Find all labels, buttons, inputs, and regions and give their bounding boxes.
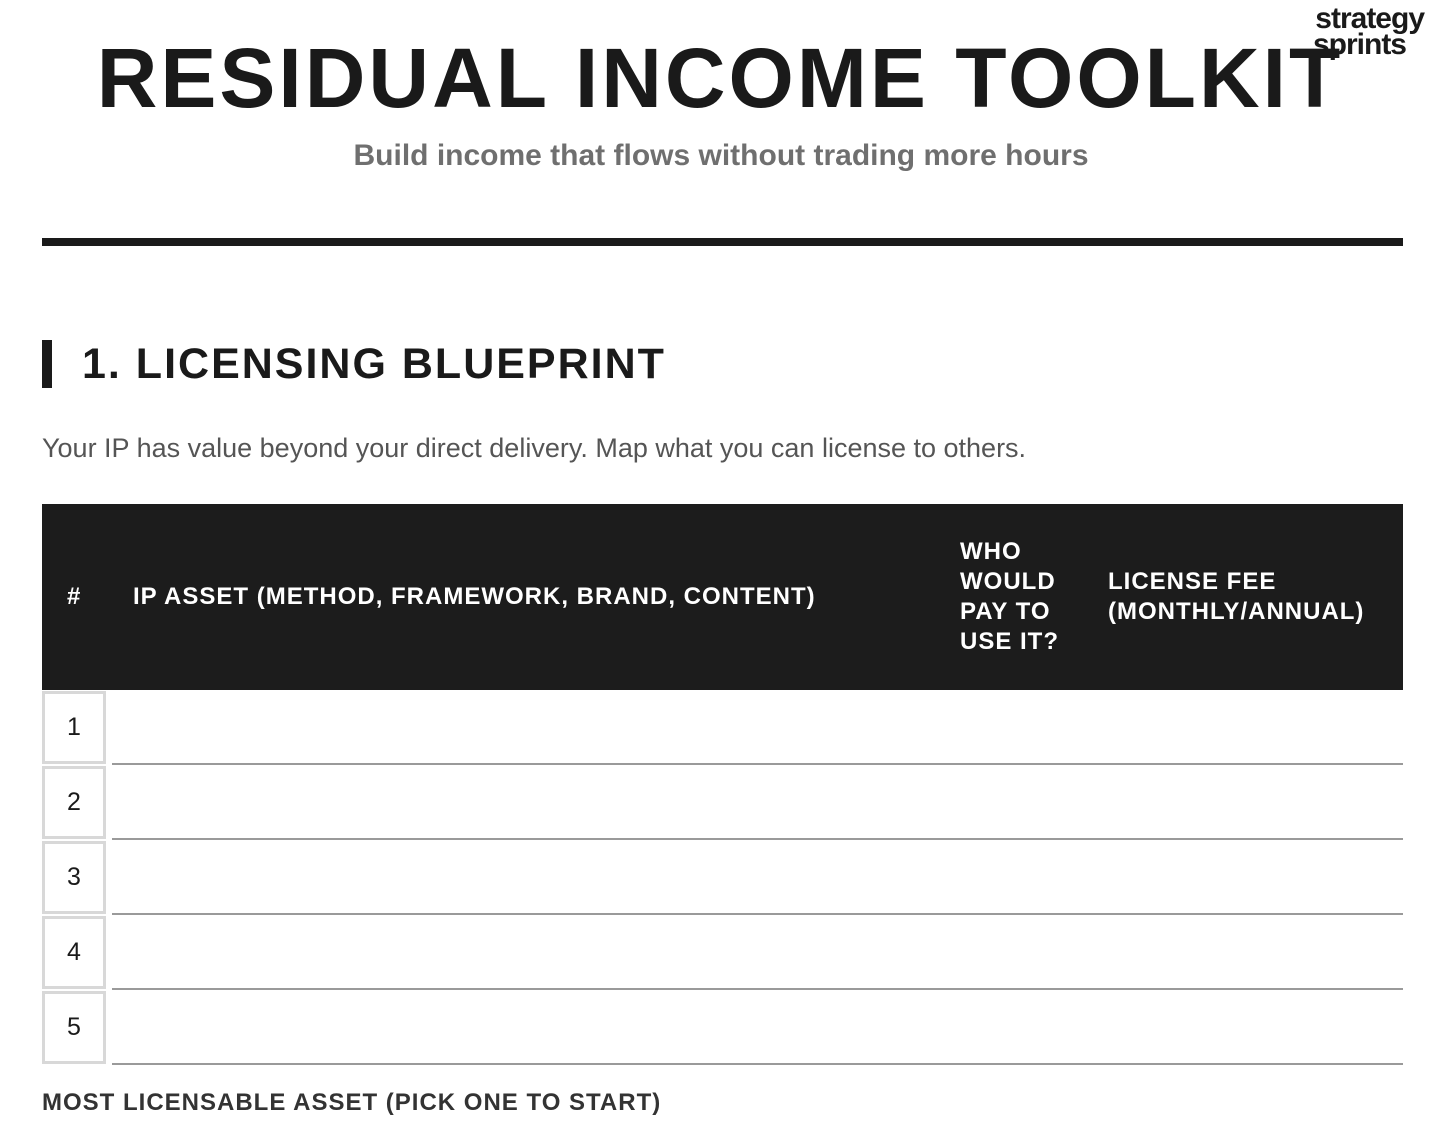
column-header-number: # <box>67 583 82 610</box>
row-number: 5 <box>42 991 106 1064</box>
table-row <box>42 690 1403 765</box>
logo-line-1: strategy <box>1315 2 1424 35</box>
ip-asset-field[interactable] <box>112 915 938 988</box>
who-would-pay-field[interactable] <box>938 765 1086 838</box>
license-fee-field[interactable] <box>1086 690 1403 763</box>
who-would-pay-field[interactable] <box>938 990 1086 1063</box>
ip-asset-field[interactable] <box>112 765 938 838</box>
column-header-license-fee: LICENSE FEE (MONTHLY/ANNUAL) <box>1108 568 1365 625</box>
page-title: RESIDUAL INCOME TOOLKIT <box>96 31 1344 125</box>
who-would-pay-field[interactable] <box>938 915 1086 988</box>
section-heading <box>42 340 666 388</box>
table-row <box>42 840 1403 915</box>
ip-asset-field[interactable] <box>112 990 938 1063</box>
column-header-ip-asset: IP ASSET (METHOD, FRAMEWORK, BRAND, CONTENT) <box>133 583 816 610</box>
header-divider <box>42 238 1403 246</box>
license-fee-field[interactable] <box>1086 840 1403 913</box>
row-number: 1 <box>42 691 106 764</box>
page-subtitle: Build income that flows without trading more hours <box>353 139 1089 172</box>
who-would-pay-field[interactable] <box>938 840 1086 913</box>
table-header <box>42 504 1403 690</box>
row-fields <box>112 765 1403 840</box>
who-would-pay-field[interactable] <box>938 690 1086 763</box>
licensing-table <box>42 504 1403 1065</box>
column-header-who-would-pay: WHO WOULD PAY TO USE IT? <box>960 538 1060 655</box>
table-row <box>42 990 1403 1065</box>
table-row <box>42 915 1403 990</box>
most-licensable-asset-label: MOST LICENSABLE ASSET (PICK ONE TO START) <box>42 1089 662 1116</box>
section-title: 1. LICENSING BLUEPRINT <box>82 340 666 388</box>
row-fields <box>112 690 1403 765</box>
row-fields <box>112 840 1403 915</box>
license-fee-field[interactable] <box>1086 765 1403 838</box>
table-row <box>42 765 1403 840</box>
row-number: 3 <box>42 841 106 914</box>
license-fee-field[interactable] <box>1086 990 1403 1063</box>
logo-line-2: sprints <box>1312 28 1406 61</box>
ip-asset-field[interactable] <box>112 690 938 763</box>
row-fields <box>112 990 1403 1065</box>
section-accent-bar <box>42 340 52 388</box>
row-number: 2 <box>42 766 106 839</box>
section-description: Your IP has value beyond your direct delivery. Map what you can license to others. <box>42 433 1027 463</box>
row-fields <box>112 915 1403 990</box>
license-fee-field[interactable] <box>1086 915 1403 988</box>
row-number: 4 <box>42 916 106 989</box>
ip-asset-field[interactable] <box>112 840 938 913</box>
